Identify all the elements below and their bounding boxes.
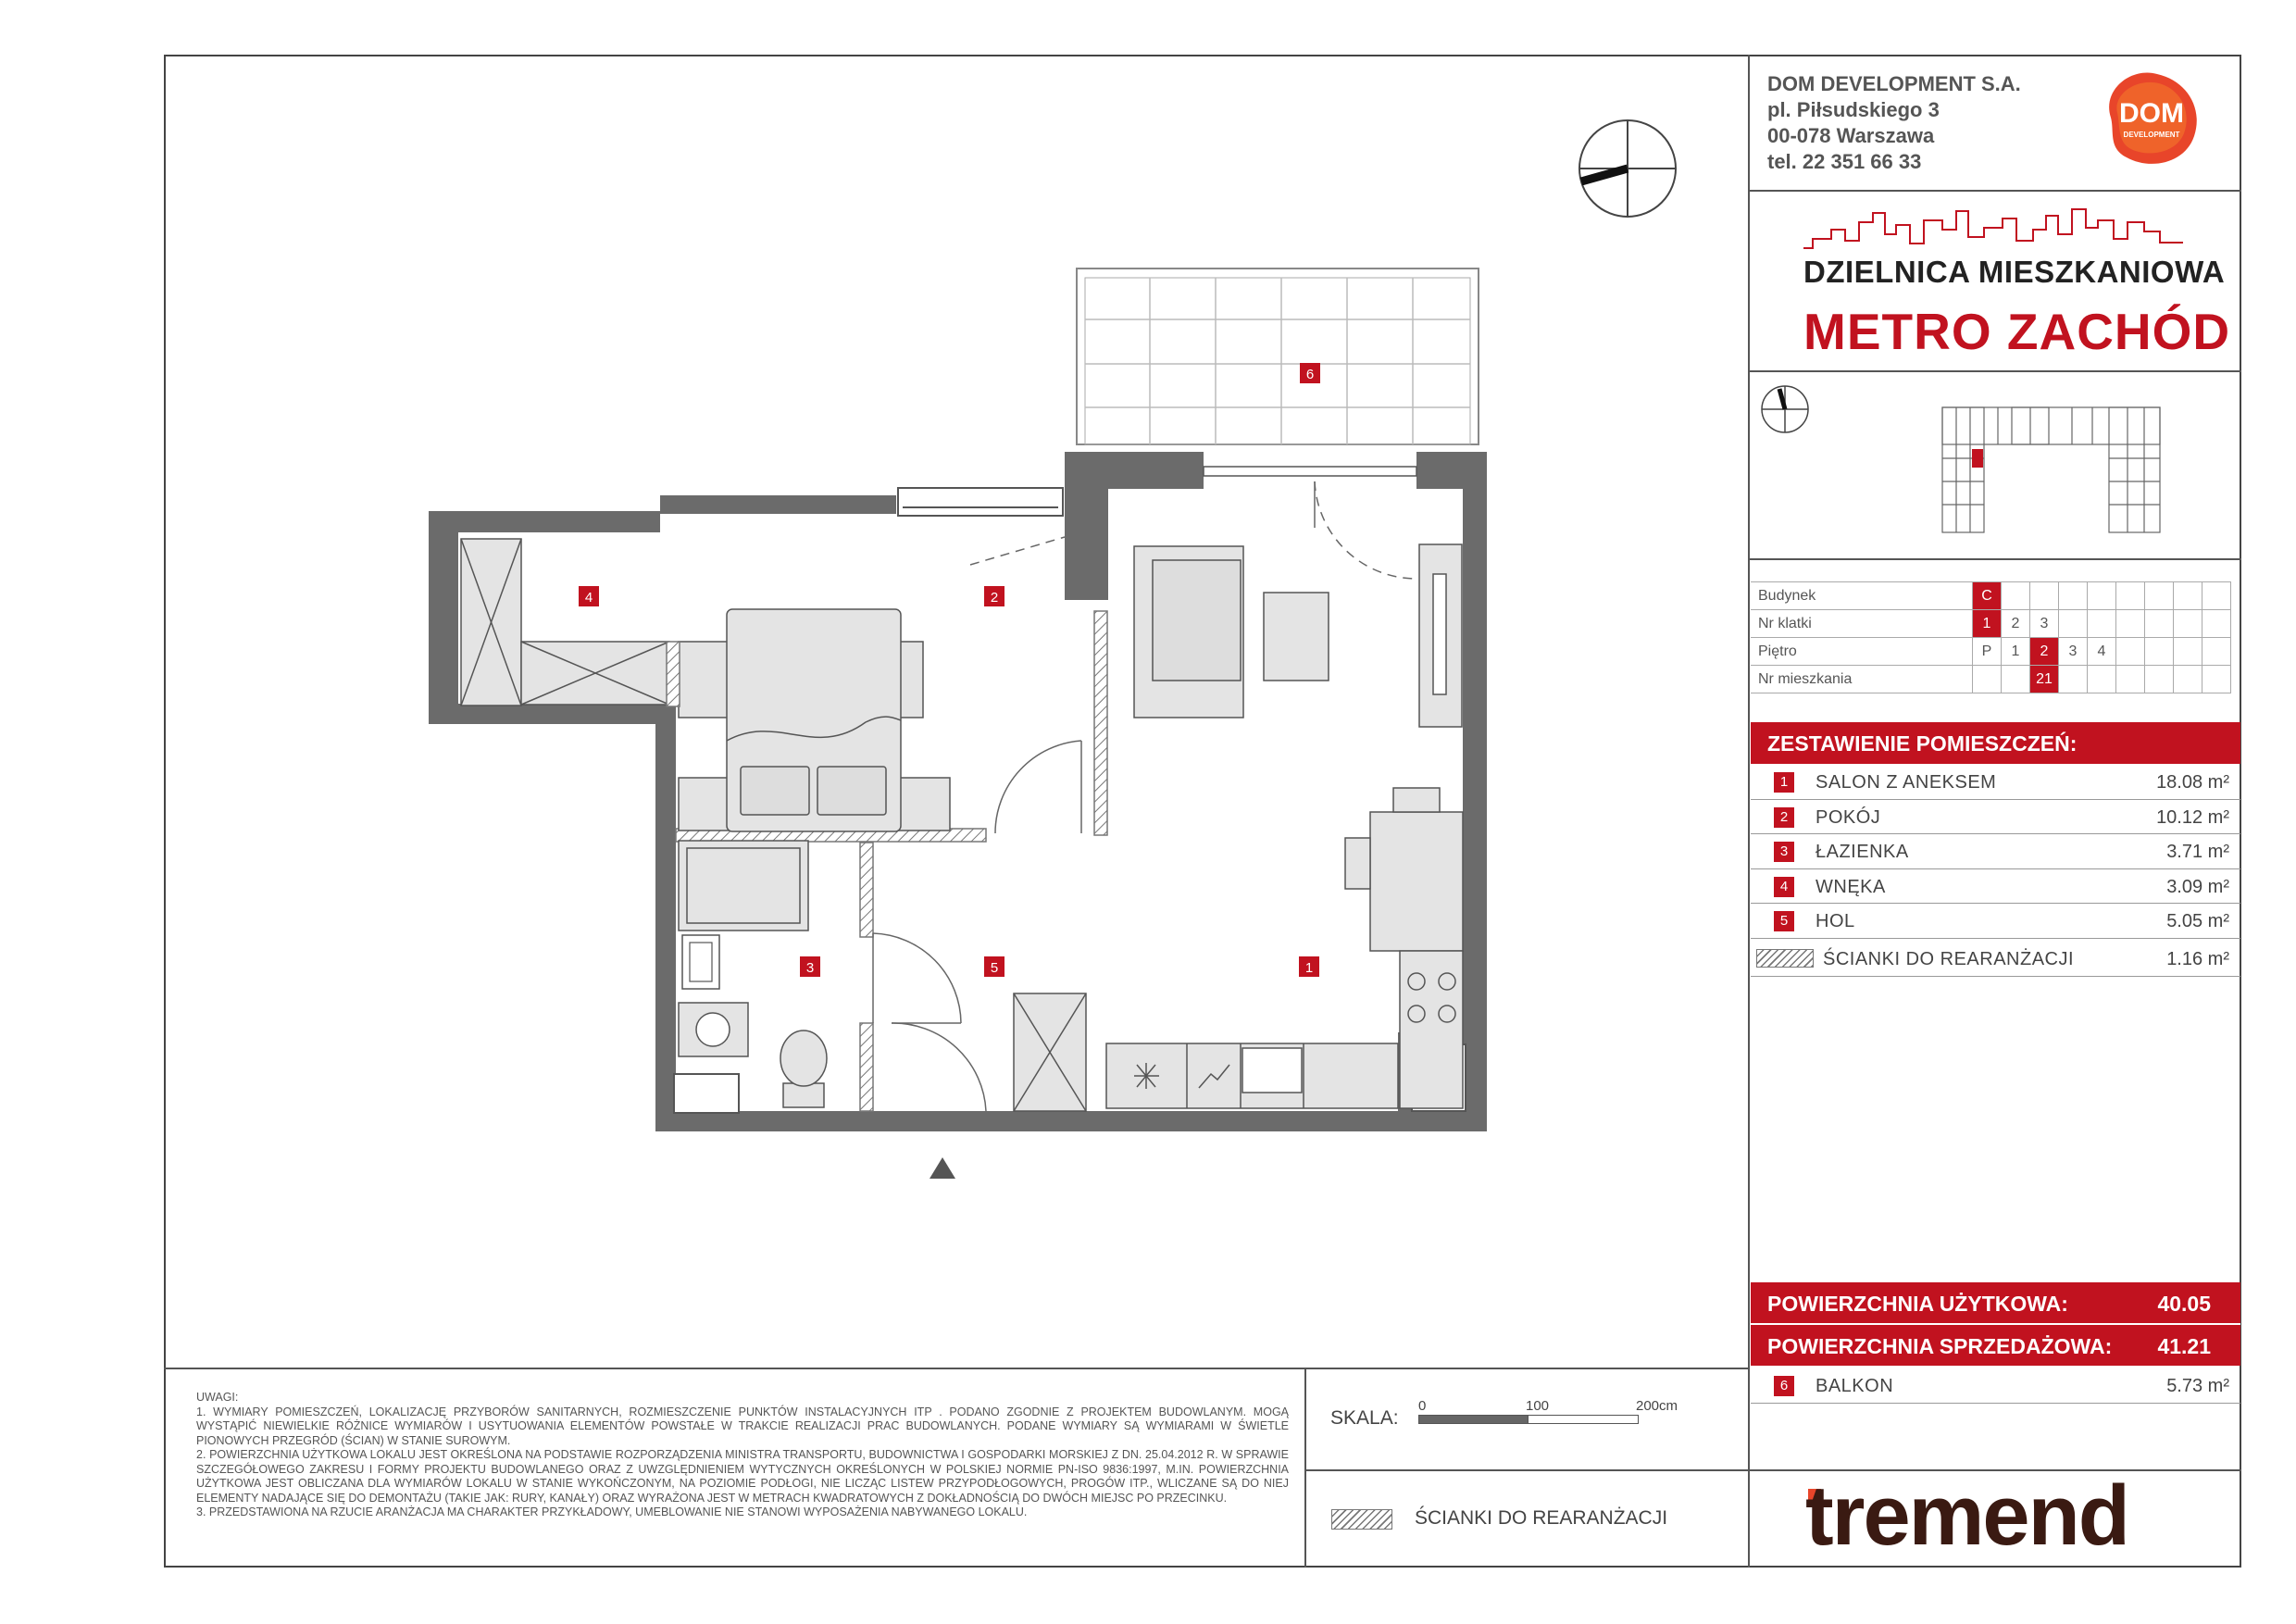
hatch-swatch <box>1756 949 1814 968</box>
location-cell: 3 <box>2030 610 2059 638</box>
svg-text:DEVELOPMENT: DEVELOPMENT <box>2123 131 2180 139</box>
company-street: pl. Piłsudskiego 3 <box>1767 98 1940 121</box>
tremend-logo: tremend <box>1805 1468 2128 1563</box>
scale-bar-filled <box>1418 1415 1529 1424</box>
location-cell <box>2202 610 2231 638</box>
location-cell <box>2174 638 2202 666</box>
location-row <box>1751 610 2231 638</box>
location-cell <box>2145 610 2174 638</box>
balcony-row: 6 BALKON 5.73 m² <box>1751 1368 2240 1404</box>
kitchen-sink-icon <box>1242 1048 1302 1093</box>
toilet-icon <box>780 1031 827 1107</box>
location-cell <box>2088 666 2116 693</box>
company-name: DOM DEVELOPMENT S.A. <box>1767 72 2021 95</box>
location-label: Budynek <box>1751 582 1973 610</box>
svg-text:3: 3 <box>805 960 815 976</box>
legend-walls-label: ŚCIANKI DO REARANŻACJI <box>1415 1507 1668 1529</box>
room-row: 2 POKÓJ 10.12 m² <box>1751 800 2240 835</box>
project-name-line1: DZIELNICA MIESZKANIOWA <box>1803 255 2226 289</box>
location-cell <box>2030 582 2059 610</box>
company-phone: tel. 22 351 66 33 <box>1767 150 1922 173</box>
panel-divider <box>1748 190 2241 192</box>
scale-tick-200: 200cm <box>1636 1398 1678 1414</box>
key-plan <box>1757 380 2220 556</box>
location-cell: 4 <box>2088 638 2116 666</box>
location-cell: 2 <box>2002 610 2030 638</box>
building-outline <box>1942 407 2160 532</box>
svg-text:5: 5 <box>990 960 999 976</box>
company-info <box>1767 71 2021 175</box>
legend-hatch <box>1331 1509 1392 1530</box>
location-cell: 3 <box>2059 638 2088 666</box>
project-name-line2: METRO ZACHÓD <box>1803 303 2231 360</box>
usable-area-bar: POWIERZCHNIA UŻYTKOWA: 40.05 <box>1751 1282 2240 1323</box>
coffee-table <box>1264 593 1329 681</box>
room-row: 5 HOL 5.05 m² <box>1751 904 2240 939</box>
panel-divider <box>164 1368 1748 1369</box>
location-cell <box>2002 582 2030 610</box>
location-cell <box>2059 610 2088 638</box>
location-table <box>1751 581 2231 693</box>
location-cell: 2 <box>2030 638 2059 666</box>
room-list <box>1751 765 2240 977</box>
location-cell <box>2145 638 2174 666</box>
panel-divider <box>1748 55 1750 1568</box>
location-cell <box>2116 610 2145 638</box>
bathtub <box>679 841 808 931</box>
location-label: Nr klatki <box>1751 610 1973 638</box>
location-cell <box>2202 582 2231 610</box>
location-cell: C <box>1973 582 2002 610</box>
selected-unit-marker <box>1972 449 1983 468</box>
svg-text:1: 1 <box>1304 960 1314 976</box>
location-cell <box>2174 666 2202 693</box>
location-cell <box>2002 666 2030 693</box>
scale-label: SKALA: <box>1330 1407 1399 1429</box>
panel-divider <box>1748 558 2241 560</box>
company-city: 00-078 Warszawa <box>1767 124 1935 147</box>
svg-text:DOM: DOM <box>2119 98 2184 129</box>
location-cell <box>2145 582 2174 610</box>
location-cell <box>2059 582 2088 610</box>
location-label: Nr mieszkania <box>1751 666 1973 693</box>
sale-area-bar: POWIERZCHNIA SPRZEDAŻOWA: 41.21 <box>1751 1325 2240 1366</box>
svg-text:6: 6 <box>1305 367 1315 382</box>
location-cell: 1 <box>2002 638 2030 666</box>
scale-tick-0: 0 <box>1418 1398 1427 1414</box>
location-row <box>1751 638 2231 666</box>
location-cell <box>2116 582 2145 610</box>
balcony <box>1077 269 1479 444</box>
location-row <box>1751 666 2231 693</box>
svg-text:4: 4 <box>584 590 593 606</box>
sink-icon <box>682 935 719 989</box>
dom-development-logo <box>2094 67 2205 169</box>
location-row <box>1751 582 2231 610</box>
summary-header: ZESTAWIENIE POMIESZCZEŃ: <box>1751 722 2240 764</box>
location-cell <box>2116 638 2145 666</box>
location-cell <box>2202 638 2231 666</box>
room-row: 4 WNĘKA 3.09 m² <box>1751 869 2240 905</box>
scale-tick-100: 100 <box>1526 1398 1550 1414</box>
location-label: Piętro <box>1751 638 1973 666</box>
location-cell <box>2059 666 2088 693</box>
notes: UWAGI: 1. WYMIARY POMIESZCZEŃ, LOKALIZACJĘ PRZYBORÓW SANITARNYCH, ROZMIESZCZENIE PUNKTÓW INSTALACYJNYCH ITP . PODANO ZGODNIE Z PROJEKTEM BUDOWLANYM. MOGĄ WYSTĄPIĆ NIEWIELKIE RÓŻNICE WYMIARÓW I USYTUOWANIA ELEMENTÓW POWSTAŁE W TRAKCIE REALIZACJI PRAC BUDOWLANYCH. PODANE WYMIARY SĄ WYMIARAMI W ŚWIETLE PIONOWYCH PRZEGRÓD (ŚCIAN) W STANIE SUROWYM. 2. POWIERZCHNIA UŻYTKOWA LOKALU JEST OKREŚLONA NA PODSTAWIE ROZPORZĄDZENIA MINISTRA TRANSPORTU, BUDOWNICTWA I GOSPODARKI MORSKIEJ Z DN. 25.04.2012 R. W SPRAWIE SZCZEGÓŁOWEGO ZAKRESU I FORMY PROJEKTU BUDOWLANEGO ORAZ Z UWZGLĘDNIENIEM WYTYCZNYCH OKREŚLONYCH W POLSKIEJ NORMIE PN-ISO 9836:1997, M.IN. POWIERZCHNIA UŻYTKOWA JEST OBLICZANA DLA WYMIARÓW LOKALU W STANIE WYKOŃCZONYM, NA POZIOMIE PODŁOGI, NIE LICZĄC LISTEW PRZYPODŁOGOWYCH, PROGÓW ITP., WLICZANE SĄ DO NIEJ ELEMENTY NADAJĄCE SIĘ DO DEMONTAŻU (TAKIE JAK: RURY, KANAŁY) ORAZ WYRAŻONA JEST W METRACH KWADRATOWYCH Z DOKŁADNOŚCIĄ DO DWÓCH MIEJSC PO PRZECINKU. 3. PRZEDSTAWIONA NA RZUCIE ARANŻACJA MA CHARAKTER PRZYKŁADOWY, UMEBLOWANIE NIE STANOWI WYPOSAŻENIA NABYWANEGO LOKALU. <box>196 1391 1289 1518</box>
skyline-icon <box>1803 202 2183 250</box>
location-cell: 21 <box>2030 666 2059 693</box>
panel-divider <box>1748 370 2241 372</box>
location-cell <box>2174 610 2202 638</box>
room-row: 1 SALON Z ANEKSEM 18.08 m² <box>1751 765 2240 800</box>
mini-compass-icon <box>1762 386 1808 432</box>
svg-text:2: 2 <box>990 590 999 606</box>
location-cell <box>1973 666 2002 693</box>
location-cell: 1 <box>1973 610 2002 638</box>
walls-row: ŚCIANKI DO REARANŻACJI 1.16 m² <box>1751 939 2240 977</box>
location-cell <box>2174 582 2202 610</box>
sofa <box>1134 546 1243 718</box>
scale-bar-empty <box>1528 1415 1639 1424</box>
location-cell <box>2145 666 2174 693</box>
location-cell: P <box>1973 638 2002 666</box>
location-cell <box>2088 582 2116 610</box>
location-cell <box>2116 666 2145 693</box>
location-cell <box>2088 610 2116 638</box>
compass-icon <box>1579 120 1676 217</box>
location-cell <box>2202 666 2231 693</box>
room-row: 3 ŁAZIENKA 3.71 m² <box>1751 834 2240 869</box>
panel-divider <box>1304 1368 1306 1568</box>
entrance-arrow-icon <box>930 1157 955 1179</box>
